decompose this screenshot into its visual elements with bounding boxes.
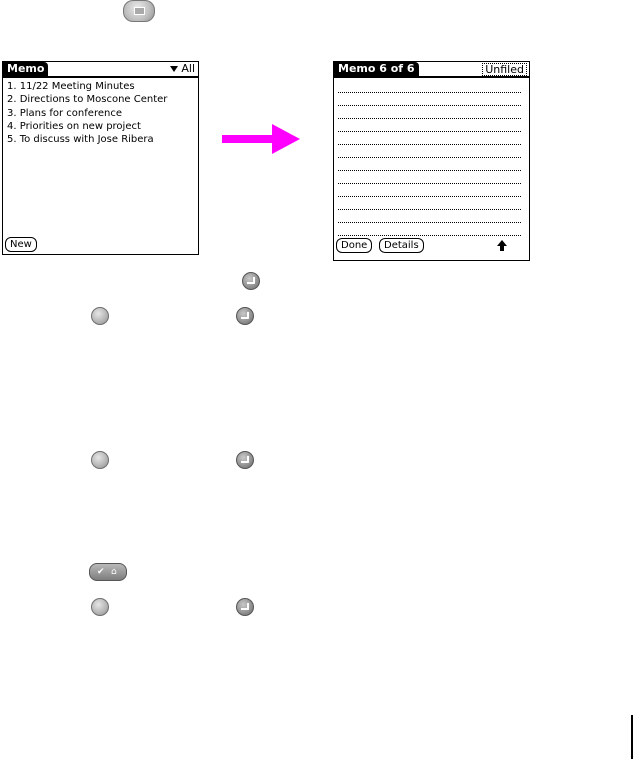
- done-button[interactable]: Done: [336, 238, 372, 253]
- screen-title: Memo 6 of 6: [334, 62, 419, 76]
- text-line: [338, 183, 521, 184]
- enter-button-icon: [236, 451, 254, 469]
- stylus-home-icon: [89, 563, 127, 581]
- text-line: [338, 131, 521, 132]
- text-line: [338, 170, 521, 171]
- home-glyph-icon: ⌂: [111, 567, 117, 577]
- stylus-glyph-icon: ✔: [97, 567, 105, 577]
- enter-button-icon: [242, 272, 260, 290]
- memo-list-item[interactable]: 1. 11/22 Meeting Minutes: [7, 81, 135, 92]
- memo-list-item[interactable]: 3. Plans for conference: [7, 107, 122, 119]
- text-line: [338, 209, 521, 210]
- title-bar: [334, 62, 529, 78]
- dropdown-triangle-icon: [170, 66, 178, 72]
- scroll-button-icon: [91, 451, 109, 469]
- title-bar: [3, 62, 198, 78]
- new-button[interactable]: New: [5, 237, 37, 252]
- text-line: [338, 235, 521, 236]
- category-picker[interactable]: [170, 62, 195, 76]
- memo-list-screen: [2, 61, 199, 255]
- arrow-right-icon: [272, 124, 300, 154]
- text-line: [338, 105, 521, 106]
- screen-title: Memo: [3, 62, 48, 76]
- arrow-shaft: [222, 135, 275, 143]
- scroll-button-icon: [91, 307, 109, 325]
- scroll-button-icon: [91, 598, 109, 616]
- text-line: [338, 196, 521, 197]
- memo-list-item[interactable]: 2. Directions to Moscone Center: [7, 94, 168, 106]
- enter-button-icon: [236, 307, 254, 325]
- memo-edit-screen: [333, 61, 530, 261]
- up-arrow-stem: [500, 246, 504, 251]
- memo-list: [7, 80, 167, 146]
- enter-button-icon: [236, 598, 254, 616]
- text-line: [338, 144, 521, 145]
- memo-list-item[interactable]: 4. Priorities on new project: [7, 120, 141, 132]
- text-line: [338, 118, 521, 119]
- text-line: [338, 157, 521, 158]
- details-button[interactable]: Details: [379, 238, 424, 253]
- memo-list-item[interactable]: 5. To discuss with Jose Ribera: [7, 134, 154, 146]
- memo-text-area[interactable]: [334, 80, 529, 230]
- text-line: [338, 222, 521, 223]
- category-label: All: [181, 62, 195, 75]
- category-picker[interactable]: Unfiled: [482, 63, 527, 76]
- text-line: [338, 92, 521, 93]
- page-margin-rule: [631, 715, 633, 759]
- mail-button-icon: [123, 0, 155, 22]
